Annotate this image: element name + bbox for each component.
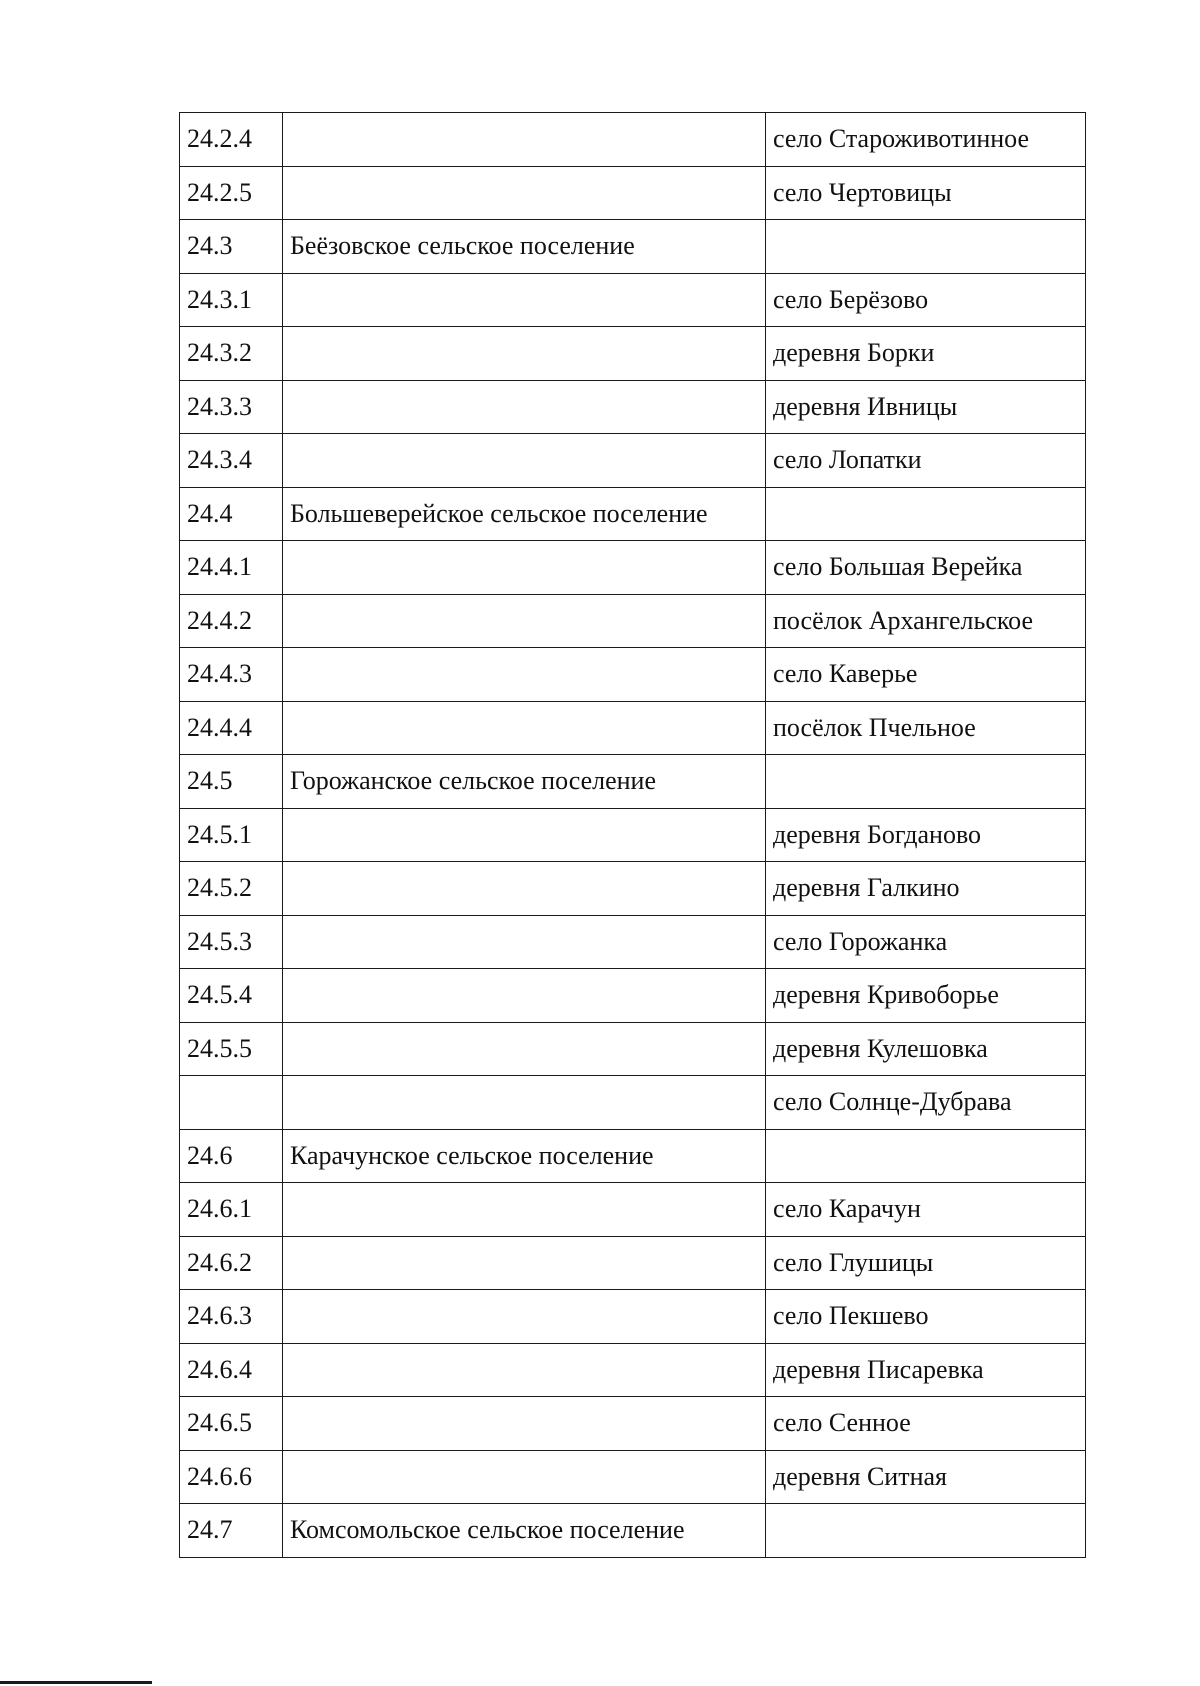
- settlement-cell: [283, 1343, 766, 1397]
- settlements-table-body: [180, 113, 1086, 1558]
- code-cell: 24.4.4: [180, 701, 283, 755]
- code-cell: 24.4.2: [180, 594, 283, 648]
- locality-cell: посёлок Пчельное: [766, 701, 1086, 755]
- code-cell: 24.6: [180, 1129, 283, 1183]
- code-cell: [180, 1076, 283, 1130]
- locality-cell: [766, 755, 1086, 809]
- code-cell: 24.3: [180, 220, 283, 274]
- locality-cell: село Пекшево: [766, 1290, 1086, 1344]
- code-cell: 24.6.5: [180, 1397, 283, 1451]
- settlement-cell: [283, 1290, 766, 1344]
- settlement-cell: [283, 648, 766, 702]
- locality-cell: село Лопатки: [766, 434, 1086, 488]
- locality-cell: село Солнце-Дубрава: [766, 1076, 1086, 1130]
- code-cell: 24.4.3: [180, 648, 283, 702]
- table-row: [180, 969, 1086, 1023]
- locality-cell: село Сенное: [766, 1397, 1086, 1451]
- settlement-cell: [283, 113, 766, 167]
- locality-cell: деревня Кулешовка: [766, 1022, 1086, 1076]
- code-cell: 24.6.2: [180, 1236, 283, 1290]
- settlement-cell: [283, 380, 766, 434]
- code-cell: 24.3.1: [180, 273, 283, 327]
- table-row: [180, 380, 1086, 434]
- code-cell: 24.2.4: [180, 113, 283, 167]
- locality-cell: село Карачун: [766, 1183, 1086, 1237]
- table-row: [180, 220, 1086, 274]
- table-row: [180, 1129, 1086, 1183]
- settlement-cell: [283, 1183, 766, 1237]
- settlement-cell: [283, 273, 766, 327]
- table-row: [180, 541, 1086, 595]
- settlement-cell: [283, 862, 766, 916]
- table-row: [180, 1183, 1086, 1237]
- settlement-cell: Большеверейское сельское поселение: [283, 487, 766, 541]
- settlement-cell: Карачунское сельское поселение: [283, 1129, 766, 1183]
- locality-cell: село Староживотинное: [766, 113, 1086, 167]
- settlements-table: [179, 112, 1086, 1558]
- footer-rule: [0, 1681, 152, 1684]
- locality-cell: [766, 1129, 1086, 1183]
- settlement-cell: [283, 434, 766, 488]
- locality-cell: [766, 1504, 1086, 1558]
- locality-cell: село Чертовицы: [766, 166, 1086, 220]
- table-row: [180, 808, 1086, 862]
- table-row: [180, 166, 1086, 220]
- settlement-cell: [283, 166, 766, 220]
- code-cell: 24.6.1: [180, 1183, 283, 1237]
- table-row: [180, 113, 1086, 167]
- settlement-cell: [283, 701, 766, 755]
- code-cell: 24.4.1: [180, 541, 283, 595]
- locality-cell: село Каверье: [766, 648, 1086, 702]
- locality-cell: деревня Галкино: [766, 862, 1086, 916]
- locality-cell: деревня Ивницы: [766, 380, 1086, 434]
- code-cell: 24.6.3: [180, 1290, 283, 1344]
- settlement-cell: [283, 594, 766, 648]
- table-row: [180, 487, 1086, 541]
- settlement-cell: Комсомольское сельское поселение: [283, 1504, 766, 1558]
- code-cell: 24.5.5: [180, 1022, 283, 1076]
- code-cell: 24.3.2: [180, 327, 283, 381]
- settlement-cell: [283, 969, 766, 1023]
- settlement-cell: Горожанское сельское поселение: [283, 755, 766, 809]
- settlement-cell: [283, 1397, 766, 1451]
- locality-cell: деревня Ситная: [766, 1450, 1086, 1504]
- code-cell: 24.4: [180, 487, 283, 541]
- code-cell: 24.5.4: [180, 969, 283, 1023]
- table-row: [180, 1397, 1086, 1451]
- code-cell: 24.5.2: [180, 862, 283, 916]
- code-cell: 24.6.6: [180, 1450, 283, 1504]
- table-row: [180, 1290, 1086, 1344]
- locality-cell: деревня Борки: [766, 327, 1086, 381]
- table-row: [180, 1504, 1086, 1558]
- table-row: [180, 594, 1086, 648]
- table-row: [180, 915, 1086, 969]
- code-cell: 24.6.4: [180, 1343, 283, 1397]
- settlement-cell: [283, 1236, 766, 1290]
- code-cell: 24.3.4: [180, 434, 283, 488]
- code-cell: 24.7: [180, 1504, 283, 1558]
- locality-cell: село Берёзово: [766, 273, 1086, 327]
- settlement-cell: [283, 541, 766, 595]
- code-cell: 24.5.3: [180, 915, 283, 969]
- settlement-cell: [283, 1450, 766, 1504]
- code-cell: 24.3.3: [180, 380, 283, 434]
- locality-cell: [766, 220, 1086, 274]
- table-row: [180, 701, 1086, 755]
- table-row: [180, 755, 1086, 809]
- table-row: [180, 1236, 1086, 1290]
- table-row: [180, 648, 1086, 702]
- settlement-cell: Беёзовское сельское поселение: [283, 220, 766, 274]
- table-row: [180, 273, 1086, 327]
- table-row: [180, 434, 1086, 488]
- code-cell: 24.5.1: [180, 808, 283, 862]
- locality-cell: деревня Кривоборье: [766, 969, 1086, 1023]
- locality-cell: село Глушицы: [766, 1236, 1086, 1290]
- settlement-cell: [283, 1022, 766, 1076]
- code-cell: 24.2.5: [180, 166, 283, 220]
- table-row: [180, 1076, 1086, 1130]
- table-row: [180, 1343, 1086, 1397]
- locality-cell: село Большая Верейка: [766, 541, 1086, 595]
- locality-cell: деревня Писаревка: [766, 1343, 1086, 1397]
- table-row: [180, 1450, 1086, 1504]
- table-row: [180, 862, 1086, 916]
- settlement-cell: [283, 915, 766, 969]
- table-row: [180, 327, 1086, 381]
- table-row: [180, 1022, 1086, 1076]
- settlement-cell: [283, 327, 766, 381]
- code-cell: 24.5: [180, 755, 283, 809]
- locality-cell: [766, 487, 1086, 541]
- locality-cell: село Горожанка: [766, 915, 1086, 969]
- locality-cell: деревня Богданово: [766, 808, 1086, 862]
- locality-cell: посёлок Архангельское: [766, 594, 1086, 648]
- settlement-cell: [283, 808, 766, 862]
- settlement-cell: [283, 1076, 766, 1130]
